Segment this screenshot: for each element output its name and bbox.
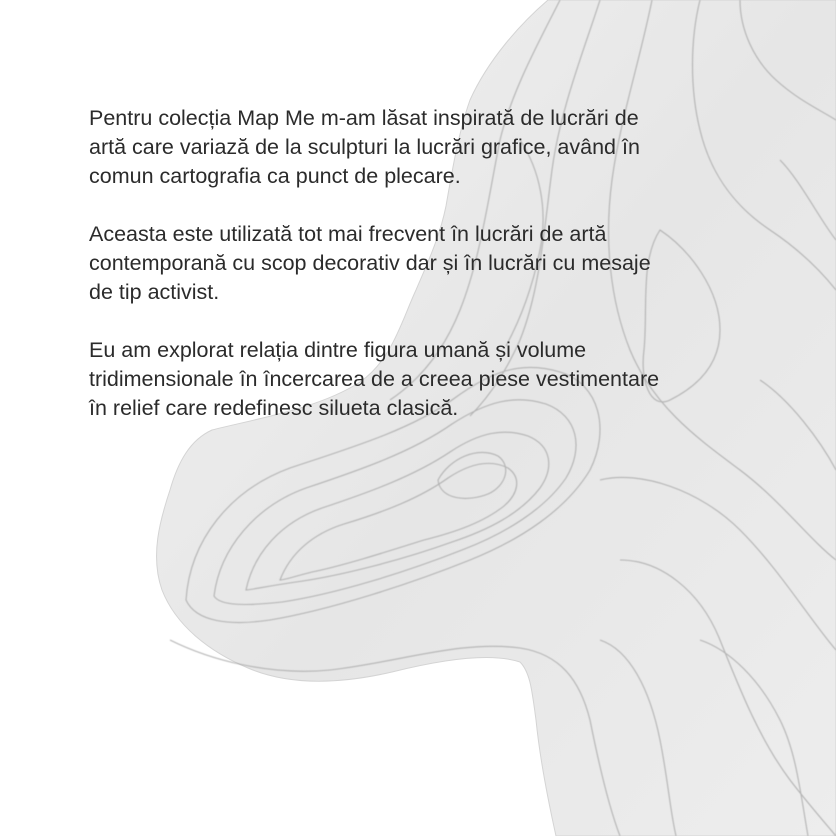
paragraph-usage: Aceasta este utilizată tot mai frecvent în lucrări de artă contemporană cu scop decorativ dar și în lucrări cu mesaje de tip activist. [89, 222, 651, 304]
paragraph-inspiration: Pentru colecția Map Me m-am lăsat inspirată de lucrări de artă care variază de la sculpturi la lucrări grafice, având în comun cartografia ca punct de plecare. [89, 106, 640, 188]
paragraph-exploration: Eu am explorat relația dintre figura umană și volume tridimensionale în încercarea de a creea piese vestimentare în relief care redefinesc silueta clasică. [89, 338, 660, 420]
text-block [89, 104, 749, 452]
